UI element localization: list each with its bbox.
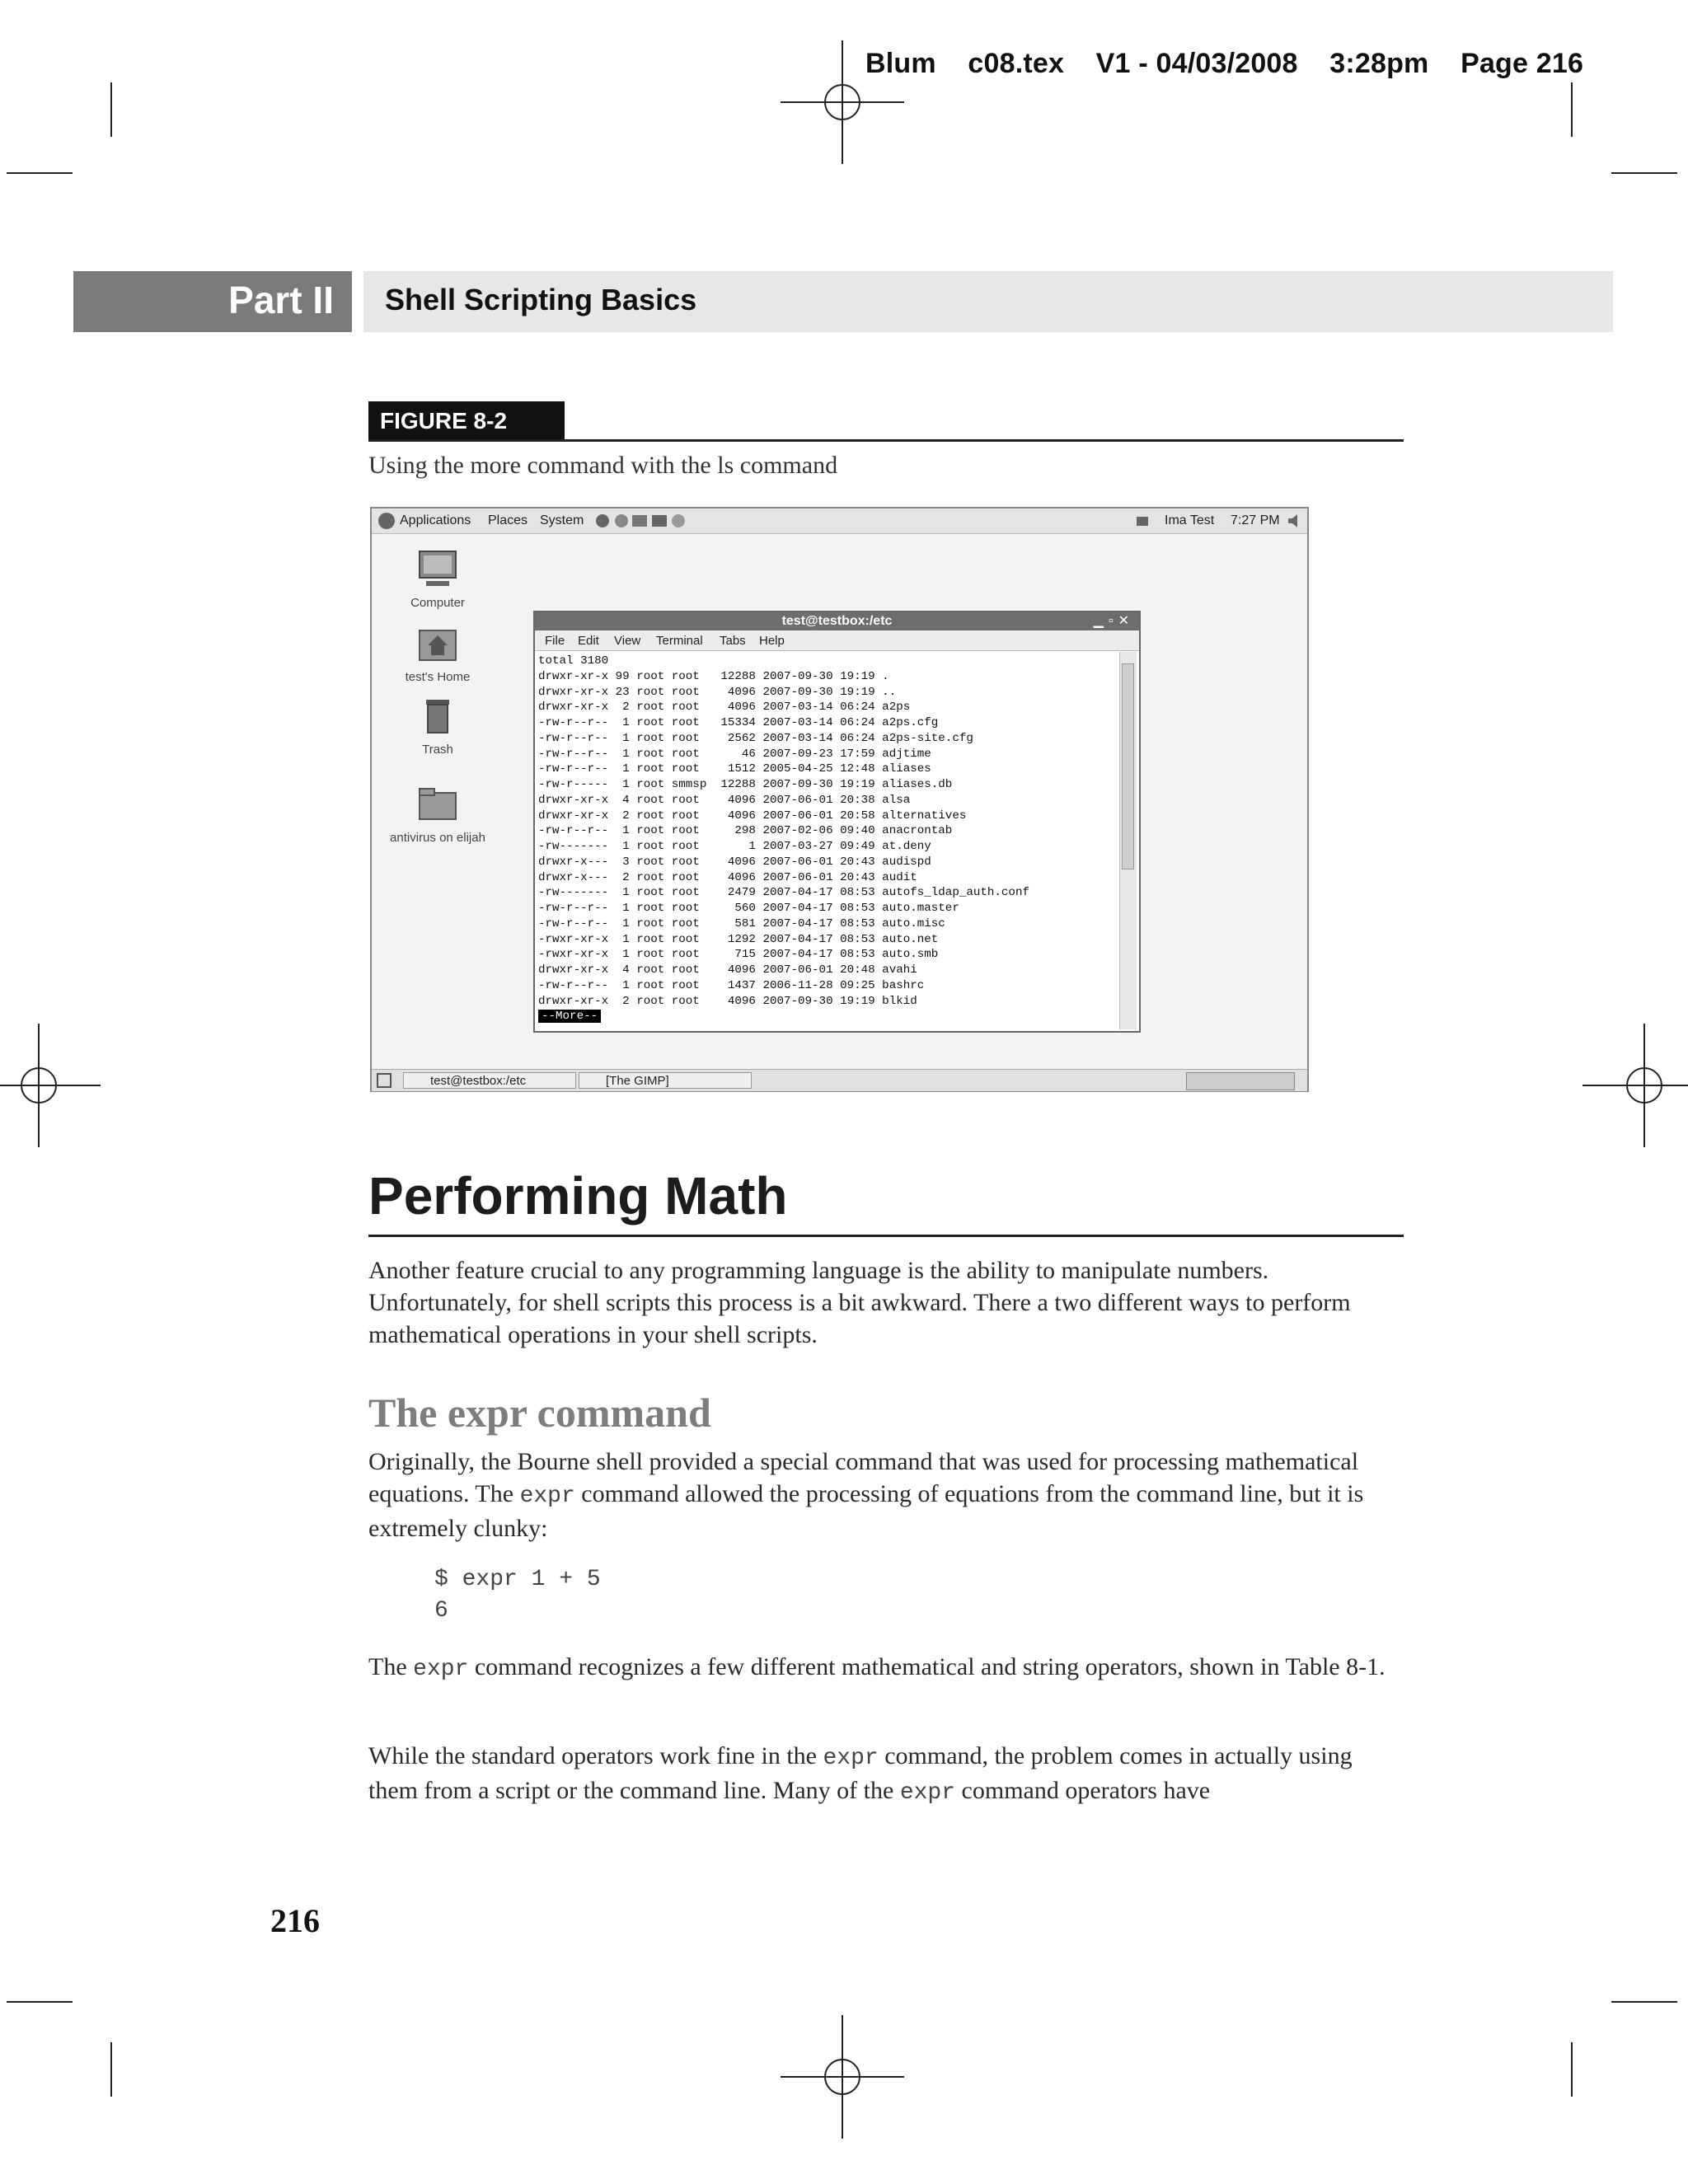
fedora-logo-icon bbox=[378, 513, 395, 529]
terminal-line: drwxr-xr-x 99 root root 12288 2007-09-30 19:19 . bbox=[538, 669, 889, 683]
code-example: $ expr 1 + 5 6 bbox=[434, 1567, 601, 1624]
launcher-icons[interactable] bbox=[594, 513, 693, 529]
terminal-prompt-line bbox=[538, 1009, 1115, 1024]
terminal-line: -rw-r--r-- 1 root root 2562 2007-03-14 06:24 a2ps-site.cfg bbox=[538, 731, 973, 745]
terminal-menu-file[interactable]: File bbox=[545, 634, 565, 648]
part-label-box bbox=[73, 271, 352, 332]
figure-rule bbox=[368, 439, 1404, 442]
terminal-line: drwxr-xr-x 4 root root 4096 2007-06-01 20:48 avahi bbox=[538, 963, 917, 977]
terminal-line: -rw-r--r-- 1 root root 15334 2007-03-14 06:24 a2ps.cfg bbox=[538, 716, 939, 729]
terminal-line: -rwxr-xr-x 1 root root 1292 2007-04-17 08:53 auto.net bbox=[538, 932, 939, 946]
terminal-line: drwxr-xr-x 2 root root 4096 2007-03-14 06:24 a2ps bbox=[538, 701, 911, 715]
section-heading: Performing Math bbox=[368, 1166, 788, 1226]
terminal-scrollbar[interactable] bbox=[1119, 652, 1137, 1029]
terminal-line: drwxr-xr-x 4 root root 4096 2007-06-01 20:38 alsa bbox=[538, 793, 911, 807]
desktop-icon-computer[interactable] bbox=[384, 550, 491, 610]
figure-caption: Using the more command with the ls command bbox=[368, 452, 838, 479]
top-panel bbox=[372, 509, 1307, 534]
terminal-line: -rw-r--r-- 1 root root 1437 2006-11-28 09:25 bashrc bbox=[538, 978, 925, 992]
terminal-window[interactable] bbox=[533, 611, 1141, 1033]
menu-places[interactable]: Places bbox=[488, 513, 528, 527]
taskbar-button-gimp[interactable]: [The GIMP] bbox=[579, 1072, 752, 1089]
terminal-line: drwxr-x--- 3 root root 4096 2007-06-01 20:43 audispd bbox=[538, 855, 931, 869]
menu-applications[interactable]: Applications bbox=[400, 513, 471, 527]
registration-mark-top bbox=[781, 40, 904, 164]
bottom-panel bbox=[372, 1069, 1307, 1091]
expr-paragraph-1: Originally, the Bourne shell provided a special command that was used for processing mathematical equations. The expr command allowed the processing of equations from the command line, but it is extremely clunky: bbox=[368, 1448, 1364, 1542]
terminal-menubar bbox=[535, 630, 1139, 651]
subsection-heading: The expr command bbox=[368, 1390, 711, 1436]
network-icon[interactable] bbox=[1135, 513, 1150, 528]
taskbar-button-terminal[interactable]: test@testbox:/etc bbox=[403, 1072, 576, 1089]
terminal-line: -rw-r--r-- 1 root root 1512 2005-04-25 12:48 aliases bbox=[538, 762, 931, 776]
terminal-title-bar[interactable] bbox=[535, 612, 1139, 630]
desktop-icon-label: Trash bbox=[422, 743, 453, 757]
printer-header: Blum c08.tex V1 - 04/03/2008 3:28pm Page 216 bbox=[865, 48, 1584, 79]
terminal-menu-help[interactable]: Help bbox=[759, 634, 785, 648]
page-number: 216 bbox=[270, 1902, 320, 1939]
menu-system[interactable]: System bbox=[540, 513, 584, 527]
panel-clock[interactable]: 7:27 PM bbox=[1231, 513, 1280, 527]
terminal-line: -rw-r----- 1 root smmsp 12288 2007-09-30 19:19 aliases.db bbox=[538, 778, 953, 791]
terminal-line: drwxr-xr-x 2 root root 4096 2007-09-30 19:19 blkid bbox=[538, 994, 917, 1008]
terminal-menu-view[interactable]: View bbox=[614, 634, 641, 648]
desktop-icon-network-share[interactable] bbox=[384, 785, 491, 845]
desktop-icon-label: test's Home bbox=[405, 670, 471, 684]
desktop-icon-label: Computer bbox=[410, 596, 465, 610]
terminal-title: test@testbox:/etc bbox=[781, 614, 893, 628]
terminal-line: -rw-r--r-- 1 root root 46 2007-09-23 17:59 adjtime bbox=[538, 747, 931, 761]
desktop-icon-label: antivirus on elijah bbox=[390, 831, 485, 845]
registration-mark-right bbox=[1582, 1024, 1688, 1147]
more-prompt: --More-- bbox=[538, 1010, 601, 1023]
scrollbar-thumb[interactable] bbox=[1122, 663, 1134, 869]
terminal-line: -rwxr-xr-x 1 root root 715 2007-04-17 08:53 auto.smb bbox=[538, 948, 939, 962]
window-controls[interactable]: ▁▫✕ bbox=[1093, 614, 1134, 628]
panel-user-name[interactable]: Ima Test bbox=[1165, 513, 1215, 527]
terminal-line: total 3180 bbox=[538, 654, 609, 668]
part-label: Part II bbox=[228, 279, 334, 321]
registration-mark-left bbox=[0, 1024, 101, 1147]
show-desktop-icon[interactable] bbox=[377, 1073, 392, 1088]
terminal-menu-edit[interactable]: Edit bbox=[578, 634, 599, 648]
terminal-output bbox=[538, 654, 1115, 1024]
registration-mark-bottom bbox=[781, 2015, 904, 2139]
desktop-icon-trash[interactable] bbox=[384, 696, 491, 757]
folder-icon bbox=[416, 785, 459, 824]
figure-label: FIGURE 8-2 bbox=[368, 401, 565, 441]
expr-paragraph-2: The expr command recognizes a few different mathematical and string operators, shown in Table 8-1. bbox=[368, 1653, 1386, 1682]
trash-icon bbox=[416, 696, 459, 736]
figure-screenshot bbox=[370, 507, 1309, 1092]
terminal-menu-tabs[interactable]: Tabs bbox=[720, 634, 746, 648]
terminal-line: -rw------- 1 root root 1 2007-03-27 09:49 at.deny bbox=[538, 840, 931, 853]
expr-paragraph-3: While the standard operators work fine in the expr command, the problem comes in actually using them from a script or the command line. Many of the expr command operators have bbox=[368, 1742, 1353, 1806]
section-rule bbox=[368, 1235, 1404, 1237]
desktop-icon-home[interactable] bbox=[384, 624, 491, 684]
home-folder-icon bbox=[416, 624, 459, 663]
running-header-title: Shell Scripting Basics bbox=[385, 283, 697, 316]
computer-icon bbox=[416, 550, 459, 589]
volume-icon[interactable] bbox=[1287, 513, 1303, 528]
terminal-line: -rw-r--r-- 1 root root 298 2007-02-06 09:40 anacrontab bbox=[538, 824, 953, 838]
terminal-line: drwxr-xr-x 2 root root 4096 2007-06-01 20:58 alternatives bbox=[538, 808, 967, 823]
terminal-line: -rw-r--r-- 1 root root 581 2007-04-17 08:53 auto.misc bbox=[538, 916, 945, 930]
terminal-line: -rw-r--r-- 1 root root 560 2007-04-17 08:53 auto.master bbox=[538, 902, 959, 915]
terminal-line: drwxr-xr-x 23 root root 4096 2007-09-30 19:19 .. bbox=[538, 685, 897, 699]
intro-paragraph: Another feature crucial to any programming language is the ability to manipulate numbers. Unfortunately, for shell scripts this process is a bit awkward. There a two different ways to perform mathematical operations in your shell scripts. bbox=[368, 1257, 1351, 1348]
running-header-bar bbox=[363, 271, 1613, 332]
terminal-line: -rw------- 1 root root 2479 2007-04-17 08:53 autofs_ldap_auth.conf bbox=[538, 886, 1029, 900]
terminal-menu-terminal[interactable]: Terminal bbox=[656, 634, 703, 648]
workspace-switcher[interactable] bbox=[1186, 1072, 1295, 1090]
terminal-line: drwxr-x--- 2 root root 4096 2007-06-01 20:43 audit bbox=[538, 870, 917, 884]
